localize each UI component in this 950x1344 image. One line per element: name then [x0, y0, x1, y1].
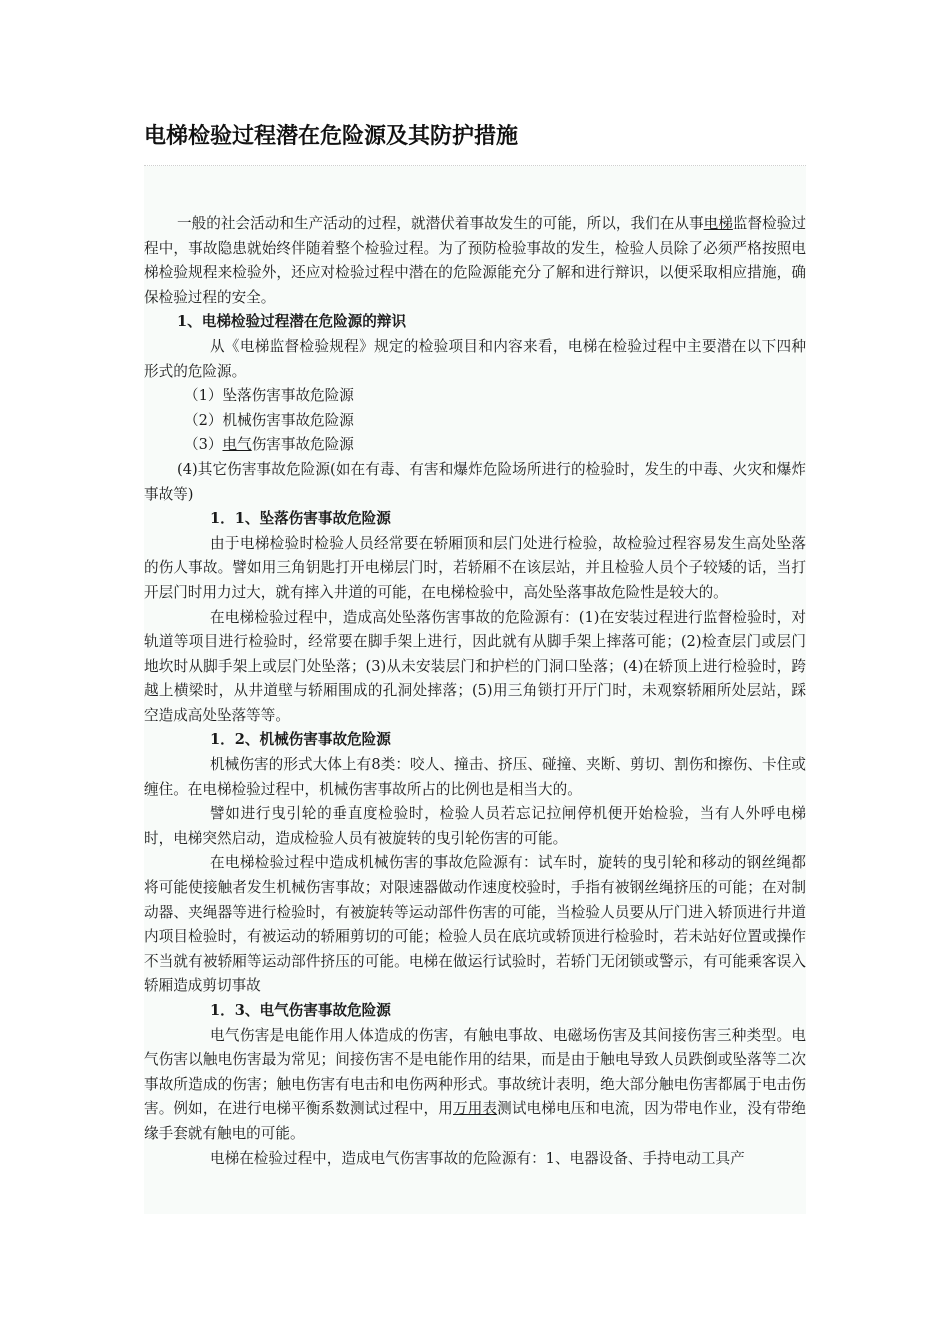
list-item-3: （3）电气伤害事故危险源: [184, 436, 354, 454]
section-1-2-paragraph-1: 机械伤害的形式大体上有8类：咬人、撞击、挤压、碰撞、夹断、剪切、割伤和擦伤、卡住或缠住。在电梯检验过程中，机械伤害事故所占的比例也是相当大的。: [144, 756, 806, 798]
section-1-2-heading: 1．2、机械伤害事故危险源: [210, 731, 391, 749]
intro-paragraph: 一般的社会活动和生产活动的过程，就潜伏着事故发生的可能，所以，我们在从事电梯监督检验过程中，事故隐患就始终伴随着整个检验过程。为了预防检验事故的发生，检验人员除了必须严格按照电梯检验规程来检验外，还应对检验过程中潜在的危险源能充分了解和进行辩识，以便采取相应措施，确保检验过程的安全。: [144, 215, 806, 306]
section-1-heading: 1、电梯检验过程潜在危险源的辩识: [177, 313, 407, 331]
section-1-paragraph: 从《电梯监督检验规程》规定的检验项目和内容来看，电梯在检验过程中主要潜在以下四种形式的危险源。: [144, 337, 806, 380]
section-1-2-paragraph-2: 譬如进行曳引轮的垂直度检验时，检验人员若忘记拉闸停机便开始检验，当有人外呼电梯时，电梯突然启动，造成检验人员有被旋转的曳引轮伤害的可能。: [144, 805, 806, 847]
section-1-1-heading: 1．1、坠落伤害事故危险源: [210, 510, 391, 528]
page-title: 电梯检验过程潜在危险源及其防护措施: [144, 123, 519, 149]
section-1-3-paragraph-2: 电梯在检验过程中，造成电气伤害事故的危险源有：1、电器设备、手持电动工具产: [210, 1149, 745, 1167]
elevator-link[interactable]: 电梯: [703, 215, 733, 232]
article-body: [144, 212, 806, 1171]
electrical-link[interactable]: 电气: [222, 436, 252, 454]
section-1-3-heading: 1．3、电气伤害事故危险源: [210, 1002, 391, 1019]
section-1-1-paragraph-1: 由于电梯检验时检验人员经常要在轿厢顶和层门处进行检验，故检验过程容易发生高处坠落的伤人事故。譬如用三角钥匙打开电梯层门时，若轿厢不在该层站，并且检验人员个子较矮的话，当打开层门时用力过大，就有摔入井道的可能，在电梯检验中，高处坠落事故危险性是较大的。: [144, 534, 806, 601]
section-1-2-paragraph-3: 在电梯检验过程中造成机械伤害的事故危险源有：试车时，旋转的曳引轮和移动的钢丝绳都将可能使接触者发生机械伤害事故；对限速器做动作速度校验时，手指有被钢丝绳挤压的可能；在对制动器、夹绳器等进行检验时，有被旋转等运动部件伤害的可能，当检验人员要从厅门进入轿顶进行井道内项目检验时，有被运动的轿厢剪切的可能；检验人员在底坑或轿顶进行检验时，若未站好位置或操作不当就有被轿厢等运动部件挤压的可能。电梯在做运行试验时，若轿门无闭锁或警示，有可能乘客误入轿厢造成剪切事故: [144, 854, 806, 995]
multimeter-link[interactable]: 万用表: [452, 1100, 498, 1118]
list-item-2: （2）机械伤害事故危险源: [184, 411, 354, 429]
section-1-1-paragraph-2: 在电梯检验过程中，造成高处坠落伤害事故的危险源有：(1)在安装过程进行监督检验时，对轨道等项目进行检验时，经常要在脚手架上进行，因此就有从脚手架上摔落可能；(2)检查层门或层门地坎时从脚手架上或层门处坠落；(3)从未安装层门和护栏的门洞口坠落；(4)在轿顶上进行检验时，跨越上横梁时，从井道壁与轿厢围成的孔洞处摔落；(5)用三角锁打开厅门时，未观察轿厢所处层站，踩空造成高处坠落等等。: [144, 608, 806, 724]
section-1-3-paragraph-1: 电气伤害是电能作用人体造成的伤害，有触电事故、电磁场伤害及其间接伤害三种类型。电气伤害以触电伤害最为常见；间接伤害不是电能作用的结果，而是由于触电导致人员跌倒或坠落等二次事故所造成的伤害；触电伤害有电击和电伤两种形式。事故统计表明，绝大部分触电伤害都属于电击伤害。例如，在进行电梯平衡系数测试过程中，用万用表测试电梯电压和电流，因为带电作业，没有带绝缘手套就有触电的可能。: [144, 1026, 806, 1142]
list-item-1: （1）坠落伤害事故危险源: [184, 387, 354, 405]
list-item-4: (4)其它伤害事故危险源(如在有毒、有害和爆炸危险场所进行的检验时，发生的中毒、火灾和爆炸事故等): [144, 460, 806, 503]
